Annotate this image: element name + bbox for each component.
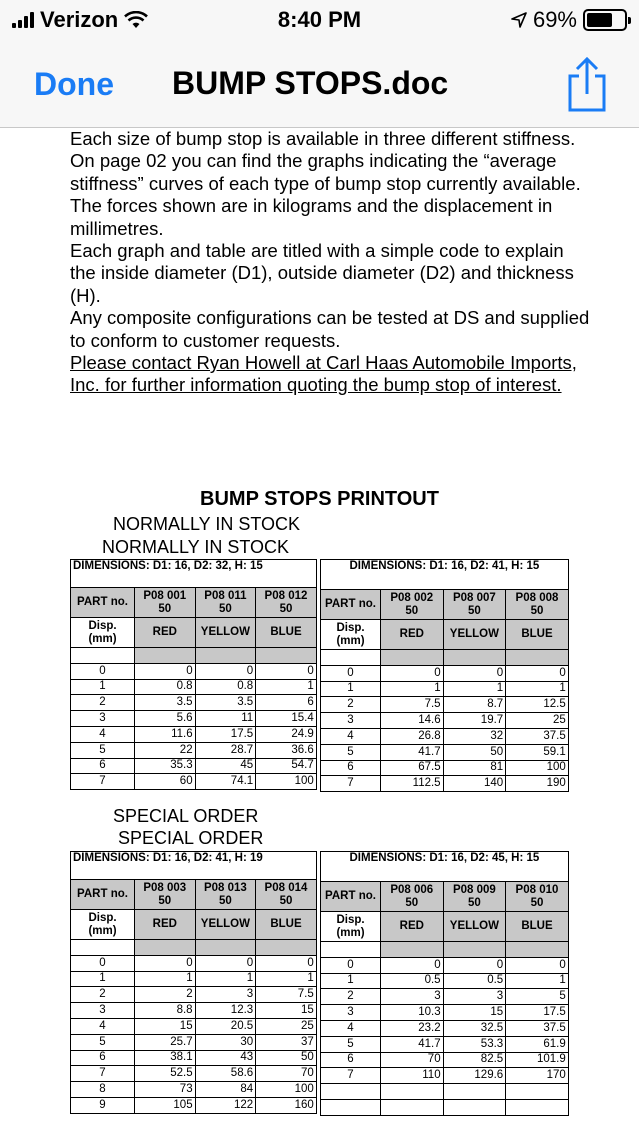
force-cell: 50	[443, 744, 506, 760]
force-cell: 122	[195, 1097, 256, 1113]
force-cell: 70	[256, 1066, 317, 1082]
table-row	[321, 1005, 569, 1021]
part-no-label: PART no.	[321, 590, 381, 620]
force-cell: 22	[135, 742, 196, 758]
disp-cell: 4	[71, 726, 135, 742]
disp-label: Disp. (mm)	[71, 910, 135, 940]
force-cell: 0.8	[135, 679, 196, 695]
color-cell: BLUE	[256, 910, 317, 940]
part-number-cell: P08 001 50	[135, 588, 196, 618]
disp-cell: 2	[71, 695, 135, 711]
force-cell: 0	[135, 663, 196, 679]
spacer-cell	[506, 650, 569, 666]
force-cell	[506, 1099, 569, 1115]
disp-cell: 5	[71, 742, 135, 758]
force-cell: 2	[135, 987, 196, 1003]
disp-cell: 1	[71, 679, 135, 695]
disp-cell: 3	[71, 1003, 135, 1019]
force-cell: 82.5	[443, 1052, 506, 1068]
table-row	[321, 989, 569, 1005]
carrier-label: Verizon	[40, 7, 119, 32]
table-row	[71, 1018, 317, 1034]
table-row	[71, 955, 317, 971]
document-title: BUMP STOPS.doc	[172, 65, 449, 101]
force-cell: 0	[256, 955, 317, 971]
spacer-cell	[381, 650, 444, 666]
force-cell: 101.9	[506, 1052, 569, 1068]
part-number-cell: P08 014 50	[256, 880, 317, 910]
dimensions-cell: DIMENSIONS: D1: 16, D2: 32, H: 15	[71, 560, 317, 588]
table-row	[321, 697, 569, 713]
part-number-cell: P08 002 50	[381, 590, 444, 620]
table-row	[321, 728, 569, 744]
force-cell: 3	[443, 989, 506, 1005]
force-cell: 0	[443, 665, 506, 681]
force-cell: 25	[256, 1018, 317, 1034]
intro-text	[70, 128, 590, 397]
table-row	[71, 774, 317, 790]
table-row	[71, 1097, 317, 1113]
force-cell: 7.5	[256, 987, 317, 1003]
force-cell: 0	[506, 957, 569, 973]
force-cell: 15	[443, 1005, 506, 1021]
force-cell: 43	[195, 1050, 256, 1066]
table-row	[71, 1034, 317, 1050]
force-cell: 84	[195, 1082, 256, 1098]
bump-stop-table	[70, 851, 317, 1114]
printout-title: BUMP STOPS PRINTOUT	[200, 488, 439, 510]
force-cell: 12.3	[195, 1003, 256, 1019]
table-row	[321, 744, 569, 760]
force-cell: 7.5	[381, 697, 444, 713]
table-row	[321, 760, 569, 776]
spacer-cell	[321, 942, 381, 958]
table-row	[321, 973, 569, 989]
share-icon[interactable]	[562, 54, 612, 114]
force-cell: 100	[256, 1082, 317, 1098]
force-cell: 17.5	[506, 1005, 569, 1021]
spacer-cell	[195, 648, 256, 664]
spacer-cell	[443, 650, 506, 666]
dimensions-cell: DIMENSIONS: D1: 16, D2: 41, H: 19	[71, 852, 317, 880]
force-cell: 30	[195, 1034, 256, 1050]
force-cell: 0	[195, 955, 256, 971]
force-cell: 3	[381, 989, 444, 1005]
force-cell: 1	[195, 971, 256, 987]
force-cell: 15	[135, 1018, 196, 1034]
force-cell: 129.6	[443, 1068, 506, 1084]
table-row	[71, 742, 317, 758]
force-cell: 8.7	[443, 697, 506, 713]
force-cell: 32	[443, 728, 506, 744]
force-cell: 19.7	[443, 713, 506, 729]
force-cell: 0	[443, 957, 506, 973]
table-row	[321, 1052, 569, 1068]
force-cell	[506, 1084, 569, 1100]
table-row	[321, 681, 569, 697]
spacer-cell	[381, 942, 444, 958]
table-row	[71, 726, 317, 742]
done-button[interactable]: Done	[34, 66, 114, 102]
bump-stop-table	[320, 559, 569, 792]
force-cell: 112.5	[381, 776, 444, 792]
part-no-label: PART no.	[71, 588, 135, 618]
disp-cell: 0	[321, 957, 381, 973]
disp-cell: 6	[321, 760, 381, 776]
table-row	[321, 1099, 569, 1115]
force-cell: 0	[381, 957, 444, 973]
status-right	[511, 7, 627, 33]
disp-cell: 5	[321, 1036, 381, 1052]
force-cell: 1	[506, 973, 569, 989]
disp-cell: 0	[71, 955, 135, 971]
dimensions-cell: DIMENSIONS: D1: 16, D2: 41, H: 15	[321, 560, 569, 590]
color-cell: YELLOW	[195, 618, 256, 648]
table-row	[71, 987, 317, 1003]
force-cell: 59.1	[506, 744, 569, 760]
location-arrow-icon	[511, 12, 527, 28]
force-cell	[443, 1099, 506, 1115]
part-number-cell: P08 003 50	[135, 880, 196, 910]
part-number-cell: P08 007 50	[443, 590, 506, 620]
spacer-cell	[135, 940, 196, 956]
disp-cell: 5	[71, 1034, 135, 1050]
section-heading-stock: NORMALLY IN STOCK	[113, 514, 301, 534]
intro-paragraph: Each size of bump stop is available in three different stiffness.	[70, 128, 576, 149]
force-cell: 37.5	[506, 728, 569, 744]
force-cell: 38.1	[135, 1050, 196, 1066]
force-cell: 32.5	[443, 1020, 506, 1036]
force-cell: 0.5	[443, 973, 506, 989]
force-cell: 52.5	[135, 1066, 196, 1082]
color-cell: RED	[135, 618, 196, 648]
force-cell: 61.9	[506, 1036, 569, 1052]
disp-cell	[321, 1099, 381, 1115]
status-bar	[0, 0, 639, 40]
disp-cell: 7	[321, 1068, 381, 1084]
disp-cell: 3	[71, 711, 135, 727]
part-number-cell: P08 012 50	[256, 588, 317, 618]
force-cell: 28.7	[195, 742, 256, 758]
nav-bar	[0, 40, 639, 128]
spacer-cell	[506, 942, 569, 958]
document-body[interactable]	[0, 128, 639, 1134]
table-row	[321, 713, 569, 729]
disp-cell	[321, 1084, 381, 1100]
table-row	[321, 1084, 569, 1100]
force-cell: 8.8	[135, 1003, 196, 1019]
table-row	[71, 711, 317, 727]
table-row	[321, 1020, 569, 1036]
battery-percent: 69%	[532, 7, 577, 32]
color-cell: YELLOW	[195, 910, 256, 940]
battery-icon	[583, 9, 627, 31]
force-cell: 24.9	[256, 726, 317, 742]
force-cell: 160	[256, 1097, 317, 1113]
spacer-cell	[135, 648, 196, 664]
spacer-cell	[256, 940, 317, 956]
disp-cell: 7	[71, 774, 135, 790]
force-cell: 0.5	[381, 973, 444, 989]
force-cell: 11.6	[135, 726, 196, 742]
table-row	[321, 1036, 569, 1052]
intro-paragraph: Any composite configurations can be tested at DS and supplied to conform to customer requests.	[70, 307, 590, 351]
force-cell: 81	[443, 760, 506, 776]
table-row	[71, 1050, 317, 1066]
disp-cell: 7	[71, 1066, 135, 1082]
force-cell: 26.8	[381, 728, 444, 744]
force-cell: 15.4	[256, 711, 317, 727]
force-cell: 50	[256, 1050, 317, 1066]
force-cell: 100	[256, 774, 317, 790]
spacer-cell	[256, 648, 317, 664]
disp-cell: 7	[321, 776, 381, 792]
spacer-cell	[195, 940, 256, 956]
section-heading-special: SPECIAL ORDER	[118, 828, 264, 848]
force-cell: 1	[506, 681, 569, 697]
force-cell: 74.1	[195, 774, 256, 790]
force-cell: 70	[381, 1052, 444, 1068]
disp-cell: 4	[321, 1020, 381, 1036]
force-cell: 3	[195, 987, 256, 1003]
spacer-cell	[71, 940, 135, 956]
force-cell: 100	[506, 760, 569, 776]
table-row	[321, 1068, 569, 1084]
force-cell	[443, 1084, 506, 1100]
force-cell: 6	[256, 695, 317, 711]
force-cell: 73	[135, 1082, 196, 1098]
intro-paragraph: The forces shown are in kilograms and the displacement in millimetres.	[70, 195, 553, 239]
table-row	[71, 1003, 317, 1019]
disp-cell: 0	[321, 665, 381, 681]
disp-cell: 6	[321, 1052, 381, 1068]
force-cell: 11	[195, 711, 256, 727]
force-cell: 37	[256, 1034, 317, 1050]
force-cell: 41.7	[381, 744, 444, 760]
color-cell: RED	[381, 620, 444, 650]
table-row	[71, 1082, 317, 1098]
disp-cell: 9	[71, 1097, 135, 1113]
status-time: 8:40 PM	[277, 7, 362, 32]
disp-cell: 5	[321, 744, 381, 760]
force-cell: 10.3	[381, 1005, 444, 1021]
force-cell: 53.3	[443, 1036, 506, 1052]
force-cell: 15	[256, 1003, 317, 1019]
contact-link[interactable]: Please contact Ryan Howell at Carl Haas Automobile Imports, Inc. for further information quoting the bump stop of interest.	[70, 352, 577, 396]
force-cell: 14.6	[381, 713, 444, 729]
force-cell: 105	[135, 1097, 196, 1113]
table-row	[71, 1066, 317, 1082]
force-cell: 1	[256, 971, 317, 987]
force-cell: 1	[443, 681, 506, 697]
color-cell: RED	[381, 912, 444, 942]
disp-cell: 4	[321, 728, 381, 744]
disp-cell: 6	[71, 1050, 135, 1066]
disp-label: Disp. (mm)	[321, 620, 381, 650]
intro-paragraph: On page 02 you can find the graphs indicating the “average stiffness” curves of each type of bump stop currently available.	[70, 150, 581, 194]
force-cell: 140	[443, 776, 506, 792]
force-cell: 60	[135, 774, 196, 790]
force-cell: 3.5	[135, 695, 196, 711]
table-row	[321, 957, 569, 973]
disp-cell: 1	[321, 681, 381, 697]
force-cell: 41.7	[381, 1036, 444, 1052]
disp-cell: 2	[321, 989, 381, 1005]
part-number-cell: P08 006 50	[381, 882, 444, 912]
part-number-cell: P08 010 50	[506, 882, 569, 912]
spacer-cell	[321, 650, 381, 666]
force-cell: 0	[195, 663, 256, 679]
disp-cell: 6	[71, 758, 135, 774]
spacer-cell	[443, 942, 506, 958]
disp-cell: 0	[71, 663, 135, 679]
force-cell: 110	[381, 1068, 444, 1084]
force-cell: 1	[381, 681, 444, 697]
force-cell: 0	[506, 665, 569, 681]
force-cell: 1	[256, 679, 317, 695]
force-cell: 190	[506, 776, 569, 792]
force-cell: 0	[135, 955, 196, 971]
force-cell: 54.7	[256, 758, 317, 774]
color-cell: RED	[135, 910, 196, 940]
disp-cell: 4	[71, 1018, 135, 1034]
force-cell: 58.6	[195, 1066, 256, 1082]
bump-stop-table	[70, 559, 317, 790]
disp-cell: 2	[71, 987, 135, 1003]
part-number-cell: P08 008 50	[506, 590, 569, 620]
force-cell: 45	[195, 758, 256, 774]
part-number-cell: P08 011 50	[195, 588, 256, 618]
force-cell: 25	[506, 713, 569, 729]
force-cell: 37.5	[506, 1020, 569, 1036]
color-cell: YELLOW	[443, 620, 506, 650]
section-heading-special: SPECIAL ORDER	[113, 806, 259, 826]
force-cell	[381, 1084, 444, 1100]
force-cell: 0.8	[195, 679, 256, 695]
color-cell: BLUE	[256, 618, 317, 648]
bump-stop-table	[320, 851, 569, 1116]
table-row	[71, 758, 317, 774]
force-cell: 17.5	[195, 726, 256, 742]
table-row	[71, 663, 317, 679]
disp-cell: 3	[321, 713, 381, 729]
part-number-cell: P08 009 50	[443, 882, 506, 912]
part-no-label: PART no.	[71, 880, 135, 910]
force-cell	[381, 1099, 444, 1115]
force-cell: 5	[506, 989, 569, 1005]
force-cell: 5.6	[135, 711, 196, 727]
force-cell: 1	[135, 971, 196, 987]
force-cell: 0	[256, 663, 317, 679]
color-cell: BLUE	[506, 912, 569, 942]
part-number-cell: P08 013 50	[195, 880, 256, 910]
force-cell: 35.3	[135, 758, 196, 774]
dimensions-cell: DIMENSIONS: D1: 16, D2: 45, H: 15	[321, 852, 569, 882]
disp-cell: 3	[321, 1005, 381, 1021]
force-cell: 25.7	[135, 1034, 196, 1050]
section-heading-stock: NORMALLY IN STOCK	[102, 537, 290, 557]
force-cell: 12.5	[506, 697, 569, 713]
force-cell: 0	[381, 665, 444, 681]
disp-label: Disp. (mm)	[321, 912, 381, 942]
disp-label: Disp. (mm)	[71, 618, 135, 648]
intro-paragraph: Each graph and table are titled with a simple code to explain the inside diameter (D1), outside diameter (D2) and thickness (H).	[70, 240, 574, 306]
force-cell: 67.5	[381, 760, 444, 776]
force-cell: 3.5	[195, 695, 256, 711]
table-row	[71, 695, 317, 711]
force-cell: 23.2	[381, 1020, 444, 1036]
spacer-cell	[71, 648, 135, 664]
disp-cell: 8	[71, 1082, 135, 1098]
disp-cell: 1	[321, 973, 381, 989]
force-cell: 36.6	[256, 742, 317, 758]
table-row	[71, 971, 317, 987]
force-cell: 20.5	[195, 1018, 256, 1034]
table-row	[321, 665, 569, 681]
part-no-label: PART no.	[321, 882, 381, 912]
disp-cell: 1	[71, 971, 135, 987]
force-cell: 170	[506, 1068, 569, 1084]
disp-cell: 2	[321, 697, 381, 713]
color-cell: BLUE	[506, 620, 569, 650]
table-row	[71, 679, 317, 695]
table-row	[321, 776, 569, 792]
color-cell: YELLOW	[443, 912, 506, 942]
